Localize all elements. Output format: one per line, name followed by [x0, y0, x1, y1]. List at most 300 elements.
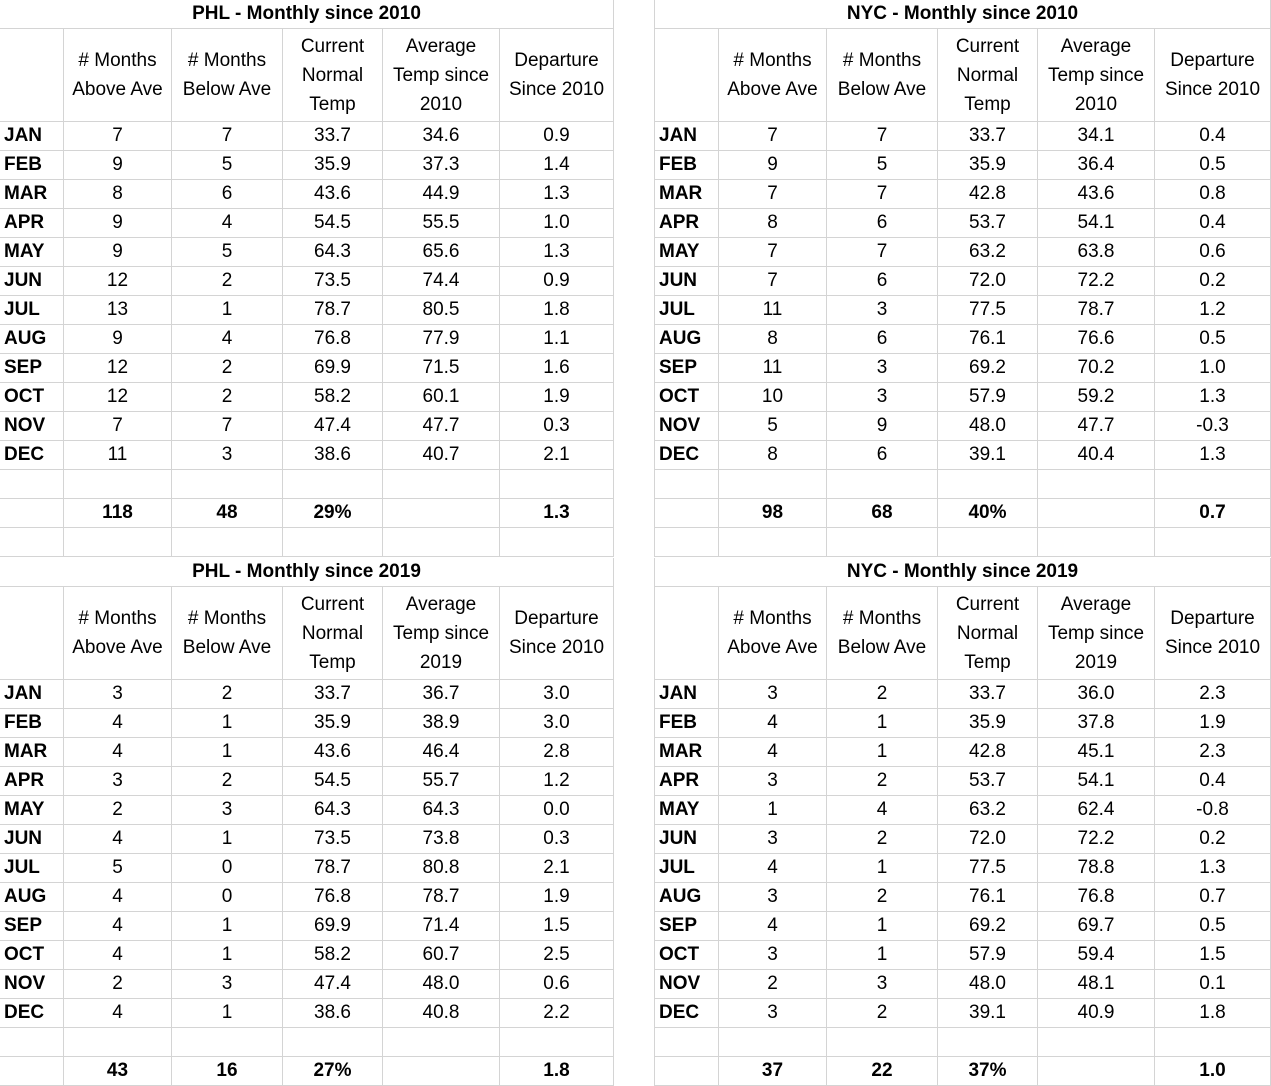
data-cell: 73.8	[383, 825, 500, 854]
data-cell: 64.3	[283, 796, 383, 825]
data-cell: 4	[172, 209, 283, 238]
data-cell: 9	[64, 209, 172, 238]
data-cell: 39.1	[938, 441, 1038, 470]
data-cell: 2	[172, 267, 283, 296]
data-cell: 2	[827, 680, 938, 709]
column-header-line: Departure	[1170, 608, 1255, 629]
total-cell: 27%	[283, 1057, 383, 1086]
data-cell: 42.8	[938, 738, 1038, 767]
data-cell: 48.0	[938, 970, 1038, 999]
data-cell: 36.0	[1038, 680, 1155, 709]
data-cell: 12	[64, 267, 172, 296]
column-header-line: # Months	[78, 608, 157, 629]
column-header-line: Departure	[514, 608, 599, 629]
data-cell: 43.6	[283, 180, 383, 209]
total-cell: 1.8	[500, 1057, 614, 1086]
data-cell: 7	[172, 122, 283, 151]
data-cell: 0.6	[1155, 238, 1271, 267]
data-cell: 9	[64, 325, 172, 354]
data-cell: 72.2	[1038, 825, 1155, 854]
column-header-line: Normal	[301, 622, 364, 644]
data-cell: 7	[64, 412, 172, 441]
month-label: MAR	[0, 180, 64, 209]
month-label: JUN	[0, 267, 64, 296]
data-cell: 60.7	[383, 941, 500, 970]
data-cell: 0.2	[1155, 825, 1271, 854]
data-cell: 69.7	[1038, 912, 1155, 941]
month-label: APR	[0, 209, 64, 238]
month-label: FEB	[655, 709, 719, 738]
data-cell: 1	[827, 854, 938, 883]
data-cell: 3	[64, 767, 172, 796]
column-header-line: 2019	[1074, 651, 1118, 673]
data-cell: 48.1	[1038, 970, 1155, 999]
data-cell: 1.0	[500, 209, 614, 238]
data-cell: 40.7	[383, 441, 500, 470]
data-cell: 37.8	[1038, 709, 1155, 738]
data-cell: 72.0	[938, 267, 1038, 296]
data-cell: 12	[64, 354, 172, 383]
data-cell: 47.7	[1038, 412, 1155, 441]
empty-cell	[719, 528, 827, 557]
data-cell: 1.8	[500, 296, 614, 325]
data-cell: 1	[172, 825, 283, 854]
month-label: FEB	[655, 151, 719, 180]
data-cell: 76.8	[1038, 883, 1155, 912]
month-label: MAY	[0, 238, 64, 267]
data-cell: 8	[64, 180, 172, 209]
column-header-line: Since 2010	[1164, 637, 1261, 658]
empty-cell	[655, 470, 719, 499]
data-cell: 77.9	[383, 325, 500, 354]
data-cell: 2	[719, 970, 827, 999]
column-header	[938, 29, 1038, 122]
data-cell: 7	[827, 238, 938, 267]
month-label: NOV	[655, 970, 719, 999]
column-header	[1038, 29, 1155, 122]
total-cell: 1.0	[1155, 1057, 1271, 1086]
data-cell: 0.4	[1155, 767, 1271, 796]
data-cell: 3	[827, 970, 938, 999]
column-header	[938, 587, 1038, 680]
data-cell: -0.3	[1155, 412, 1271, 441]
data-cell: 76.1	[938, 325, 1038, 354]
data-cell: 9	[64, 238, 172, 267]
data-cell: 46.4	[383, 738, 500, 767]
data-cell: 3	[172, 441, 283, 470]
data-cell: 1	[172, 999, 283, 1028]
data-cell: 2.1	[500, 854, 614, 883]
data-cell: 1	[172, 912, 283, 941]
data-cell: 11	[719, 354, 827, 383]
data-cell: 11	[719, 296, 827, 325]
data-cell: 0.5	[1155, 325, 1271, 354]
data-cell: 35.9	[938, 151, 1038, 180]
column-header-line: 2010	[1074, 93, 1118, 115]
data-cell: 3.0	[500, 680, 614, 709]
data-cell: 3	[172, 796, 283, 825]
data-cell: 1.9	[500, 383, 614, 412]
empty-cell	[827, 1028, 938, 1057]
column-header-line: Average	[405, 35, 477, 57]
data-cell: 5	[64, 854, 172, 883]
data-cell: 0.1	[1155, 970, 1271, 999]
data-cell: 3	[827, 354, 938, 383]
month-label: JAN	[0, 680, 64, 709]
data-cell: 7	[719, 180, 827, 209]
empty-cell	[1038, 1028, 1155, 1057]
data-cell: 1.3	[1155, 441, 1271, 470]
column-header-line: 2019	[419, 651, 463, 673]
data-cell: 2	[827, 999, 938, 1028]
month-label: NOV	[655, 412, 719, 441]
data-cell: 33.7	[938, 122, 1038, 151]
data-cell: 57.9	[938, 383, 1038, 412]
month-label: OCT	[655, 941, 719, 970]
data-cell: 69.2	[938, 912, 1038, 941]
data-cell: 8	[719, 441, 827, 470]
data-cell: 1.2	[500, 767, 614, 796]
month-label: MAY	[655, 238, 719, 267]
column-header-line: Temp	[964, 651, 1011, 673]
table-title: NYC - Monthly since 2010	[655, 0, 1271, 29]
empty-cell	[1155, 528, 1271, 557]
column-header	[719, 29, 827, 122]
data-cell: 4	[64, 738, 172, 767]
data-cell: 3	[719, 767, 827, 796]
data-cell: 7	[172, 412, 283, 441]
empty-cell	[938, 528, 1038, 557]
data-cell: 44.9	[383, 180, 500, 209]
data-cell: 4	[719, 738, 827, 767]
data-cell: 4	[64, 709, 172, 738]
column-header-line: Current	[300, 35, 365, 57]
month-label: OCT	[0, 383, 64, 412]
data-cell: 64.3	[283, 238, 383, 267]
data-cell: 4	[719, 912, 827, 941]
data-cell: 1.8	[1155, 999, 1271, 1028]
column-header-line: Above Ave	[727, 637, 818, 658]
data-cell: 2.2	[500, 999, 614, 1028]
data-cell: 2	[172, 767, 283, 796]
column-header-line: # Months	[733, 50, 812, 71]
data-cell: 54.1	[1038, 209, 1155, 238]
data-cell: 34.1	[1038, 122, 1155, 151]
column-header-line: Average	[405, 593, 477, 615]
data-cell: 0	[172, 854, 283, 883]
data-cell: 63.8	[1038, 238, 1155, 267]
column-header-line: Since 2010	[1164, 79, 1261, 100]
data-cell: 47.4	[283, 970, 383, 999]
month-label: DEC	[655, 441, 719, 470]
month-label: AUG	[0, 325, 64, 354]
month-label: FEB	[0, 151, 64, 180]
data-cell: 6	[827, 441, 938, 470]
month-label: DEC	[0, 441, 64, 470]
month-label: APR	[655, 767, 719, 796]
month-label: JUN	[0, 825, 64, 854]
data-cell: 43.6	[1038, 180, 1155, 209]
month-label: DEC	[655, 999, 719, 1028]
month-label: MAY	[655, 796, 719, 825]
column-header-line: Normal	[956, 64, 1019, 86]
data-cell: 1	[172, 941, 283, 970]
column-header-line: Above Ave	[72, 637, 163, 658]
data-cell: 37.3	[383, 151, 500, 180]
column-header-line: Below Ave	[837, 79, 927, 100]
data-cell: 2.3	[1155, 680, 1271, 709]
data-cell: 1	[172, 738, 283, 767]
data-cell: 48.0	[938, 412, 1038, 441]
empty-cell	[938, 470, 1038, 499]
data-cell: 5	[172, 151, 283, 180]
data-cell: 1	[827, 709, 938, 738]
data-cell: 3	[64, 680, 172, 709]
data-cell: 0.6	[500, 970, 614, 999]
data-cell: 7	[64, 122, 172, 151]
data-cell: 11	[64, 441, 172, 470]
data-cell: -0.8	[1155, 796, 1271, 825]
column-header-line: # Months	[78, 50, 157, 71]
data-cell: 76.8	[283, 883, 383, 912]
data-cell: 4	[719, 709, 827, 738]
column-header-line: Temp since	[1047, 64, 1145, 86]
data-cell: 4	[64, 883, 172, 912]
data-cell: 0.4	[1155, 209, 1271, 238]
data-cell: 36.7	[383, 680, 500, 709]
month-label: NOV	[0, 412, 64, 441]
data-cell: 63.2	[938, 796, 1038, 825]
month-label: SEP	[655, 912, 719, 941]
data-cell: 1.1	[500, 325, 614, 354]
total-cell: 22	[827, 1057, 938, 1086]
data-cell: 2	[827, 883, 938, 912]
empty-cell	[1155, 1028, 1271, 1057]
data-cell: 0.8	[1155, 180, 1271, 209]
month-label: JUL	[655, 854, 719, 883]
month-label: NOV	[0, 970, 64, 999]
data-cell: 2.5	[500, 941, 614, 970]
data-cell: 3.0	[500, 709, 614, 738]
data-cell: 35.9	[938, 709, 1038, 738]
month-label: JAN	[0, 122, 64, 151]
data-cell: 38.9	[383, 709, 500, 738]
month-label: AUG	[655, 883, 719, 912]
empty-cell	[655, 1028, 719, 1057]
data-cell: 38.6	[283, 999, 383, 1028]
data-cell: 1	[827, 912, 938, 941]
data-cell: 2.8	[500, 738, 614, 767]
column-header-line: Departure	[514, 50, 599, 71]
column-gap	[614, 0, 655, 557]
month-label: APR	[655, 209, 719, 238]
month-label: JUL	[0, 854, 64, 883]
data-cell: 78.8	[1038, 854, 1155, 883]
data-cell: 1.6	[500, 354, 614, 383]
empty-cell	[938, 1028, 1038, 1057]
data-cell: 1.9	[1155, 709, 1271, 738]
data-cell: 77.5	[938, 854, 1038, 883]
total-cell: 118	[64, 499, 172, 528]
data-cell: 38.6	[283, 441, 383, 470]
empty-cell	[1038, 470, 1155, 499]
column-header-line: Temp	[309, 93, 356, 115]
month-label: AUG	[655, 325, 719, 354]
data-cell: 9	[64, 151, 172, 180]
data-cell: 34.6	[383, 122, 500, 151]
column-header-line: Current	[955, 35, 1020, 57]
column-header-line: Normal	[956, 622, 1019, 644]
data-cell: 76.1	[938, 883, 1038, 912]
column-header-line: Average	[1060, 593, 1132, 615]
data-cell: 1.3	[500, 238, 614, 267]
data-cell: 53.7	[938, 767, 1038, 796]
column-header-line: Current	[955, 593, 1020, 615]
data-cell: 35.9	[283, 151, 383, 180]
data-cell: 36.4	[1038, 151, 1155, 180]
data-cell: 53.7	[938, 209, 1038, 238]
data-cell: 78.7	[383, 883, 500, 912]
data-cell: 71.4	[383, 912, 500, 941]
data-cell: 35.9	[283, 709, 383, 738]
column-header-line: Temp	[964, 93, 1011, 115]
data-cell: 0.3	[500, 825, 614, 854]
column-header-line: Temp since	[392, 622, 490, 644]
data-cell: 54.1	[1038, 767, 1155, 796]
data-cell: 0.7	[1155, 883, 1271, 912]
data-cell: 1.5	[500, 912, 614, 941]
data-cell: 77.5	[938, 296, 1038, 325]
month-label: MAR	[655, 738, 719, 767]
total-cell: 37	[719, 1057, 827, 1086]
data-cell: 40.8	[383, 999, 500, 1028]
data-cell: 3	[719, 941, 827, 970]
data-cell: 1.2	[1155, 296, 1271, 325]
data-cell: 3	[719, 999, 827, 1028]
data-cell: 47.4	[283, 412, 383, 441]
data-cell: 39.1	[938, 999, 1038, 1028]
column-header-line: Temp since	[392, 64, 490, 86]
column-header-line: Temp	[309, 651, 356, 673]
data-cell: 54.5	[283, 767, 383, 796]
total-cell	[655, 499, 719, 528]
data-cell: 7	[827, 122, 938, 151]
data-cell: 2	[172, 383, 283, 412]
data-cell: 6	[172, 180, 283, 209]
data-cell: 7	[827, 180, 938, 209]
data-cell: 43.6	[283, 738, 383, 767]
data-cell: 42.8	[938, 180, 1038, 209]
data-cell: 4	[64, 999, 172, 1028]
data-cell: 12	[64, 383, 172, 412]
column-header-line: # Months	[842, 608, 922, 629]
data-cell: 40.4	[1038, 441, 1155, 470]
column-header-line: # Months	[842, 50, 922, 71]
data-cell: 2	[64, 970, 172, 999]
data-cell: 71.5	[383, 354, 500, 383]
data-cell: 7	[719, 267, 827, 296]
data-cell: 13	[64, 296, 172, 325]
month-label: JUN	[655, 267, 719, 296]
month-label: JAN	[655, 122, 719, 151]
data-cell: 0.4	[1155, 122, 1271, 151]
month-label: APR	[0, 767, 64, 796]
data-cell: 78.7	[1038, 296, 1155, 325]
data-cell: 72.2	[1038, 267, 1155, 296]
data-cell: 78.7	[283, 296, 383, 325]
data-cell: 64.3	[383, 796, 500, 825]
month-label: MAR	[655, 180, 719, 209]
total-cell: 1.3	[500, 499, 614, 528]
data-cell: 2	[172, 680, 283, 709]
column-header-line: Below Ave	[182, 79, 272, 100]
table-title: PHL - Monthly since 2019	[0, 558, 614, 587]
data-cell: 73.5	[283, 267, 383, 296]
month-label: JUN	[655, 825, 719, 854]
month-label: MAR	[0, 738, 64, 767]
column-header-line: # Months	[187, 50, 267, 71]
total-cell: 48	[172, 499, 283, 528]
data-cell: 1.4	[500, 151, 614, 180]
data-cell: 73.5	[283, 825, 383, 854]
data-cell: 0	[172, 883, 283, 912]
data-cell: 8	[719, 325, 827, 354]
column-header-line: Departure	[1170, 50, 1255, 71]
data-cell: 33.7	[283, 122, 383, 151]
data-cell: 69.9	[283, 354, 383, 383]
data-cell: 0.5	[1155, 912, 1271, 941]
data-cell: 48.0	[383, 970, 500, 999]
data-cell: 33.7	[938, 680, 1038, 709]
data-cell: 62.4	[1038, 796, 1155, 825]
data-cell: 0.9	[500, 267, 614, 296]
data-cell: 9	[719, 151, 827, 180]
data-cell: 33.7	[283, 680, 383, 709]
total-cell: 68	[827, 499, 938, 528]
data-cell: 0.0	[500, 796, 614, 825]
data-cell: 57.9	[938, 941, 1038, 970]
empty-cell	[719, 470, 827, 499]
data-cell: 47.7	[383, 412, 500, 441]
data-cell: 74.4	[383, 267, 500, 296]
data-cell: 69.9	[283, 912, 383, 941]
data-cell: 76.6	[1038, 325, 1155, 354]
data-cell: 3	[719, 883, 827, 912]
data-cell: 80.8	[383, 854, 500, 883]
month-label: JUL	[655, 296, 719, 325]
data-cell: 72.0	[938, 825, 1038, 854]
column-header-line: Since 2010	[508, 79, 605, 100]
data-cell: 2	[64, 796, 172, 825]
data-cell: 2	[827, 767, 938, 796]
data-cell: 60.1	[383, 383, 500, 412]
data-cell: 4	[719, 854, 827, 883]
data-cell: 0.3	[500, 412, 614, 441]
column-gap	[614, 558, 655, 1086]
total-cell: 40%	[938, 499, 1038, 528]
total-cell	[1038, 499, 1155, 528]
total-cell: 43	[64, 1057, 172, 1086]
data-cell: 40.9	[1038, 999, 1155, 1028]
month-label: JUL	[0, 296, 64, 325]
column-header-line: # Months	[187, 608, 267, 629]
month-label: OCT	[0, 941, 64, 970]
empty-cell	[827, 528, 938, 557]
data-cell: 2.1	[500, 441, 614, 470]
total-cell: 29%	[283, 499, 383, 528]
total-cell: 98	[719, 499, 827, 528]
total-cell: 0.7	[1155, 499, 1271, 528]
